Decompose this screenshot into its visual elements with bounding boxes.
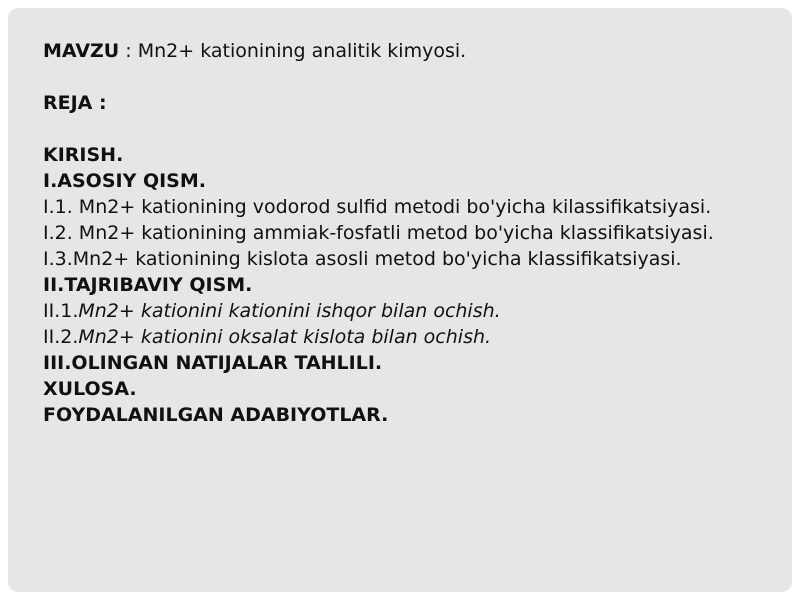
section-2-2 [43,324,792,350]
section-2-1 [43,298,792,324]
spacer [43,64,792,90]
topic-line [43,38,792,64]
conclusion-item: XULOSA. [43,378,137,400]
spacer [43,116,792,142]
section-2-1-number: II.1. [43,300,79,322]
topic-separator: : [119,40,138,62]
topic-label: MAVZU [43,40,120,62]
section-1-3: I.3.Mn2+ kationining kislota asosli metod bo'yicha klassifikatsiyasi. [43,248,682,270]
slide [8,8,792,592]
section-1-2: I.2. Mn2+ kationining ammiak-fosfatli metod bo'yicha klassifikatsiyasi. [43,222,714,244]
section-3-heading: III.OLINGAN NATIJALAR TAHLILI. [43,352,383,374]
intro-item: KIRISH. [43,144,124,166]
section-2-2-number: II.2. [43,326,79,348]
topic-text: Mn2+ kationining analitik kimyosi. [137,40,467,62]
section-2-2-text: Mn2+ kationini oksalat kislota bilan ochish. [78,326,492,348]
plan-label: REJA : [43,92,107,114]
section-2-1-text: Mn2+ kationini kationini ishqor bilan ochish. [78,300,501,322]
section-1-1: I.1. Mn2+ kationining vodorod sulfid metodi bo'yicha kilassifikatsiyasi. [43,196,712,218]
references-item: FOYDALANILGAN ADABIYOTLAR. [43,404,389,426]
section-2-heading: II.TAJRIBAVIY QISM. [43,274,253,296]
section-1-heading: I.ASOSIY QISM. [43,170,206,192]
